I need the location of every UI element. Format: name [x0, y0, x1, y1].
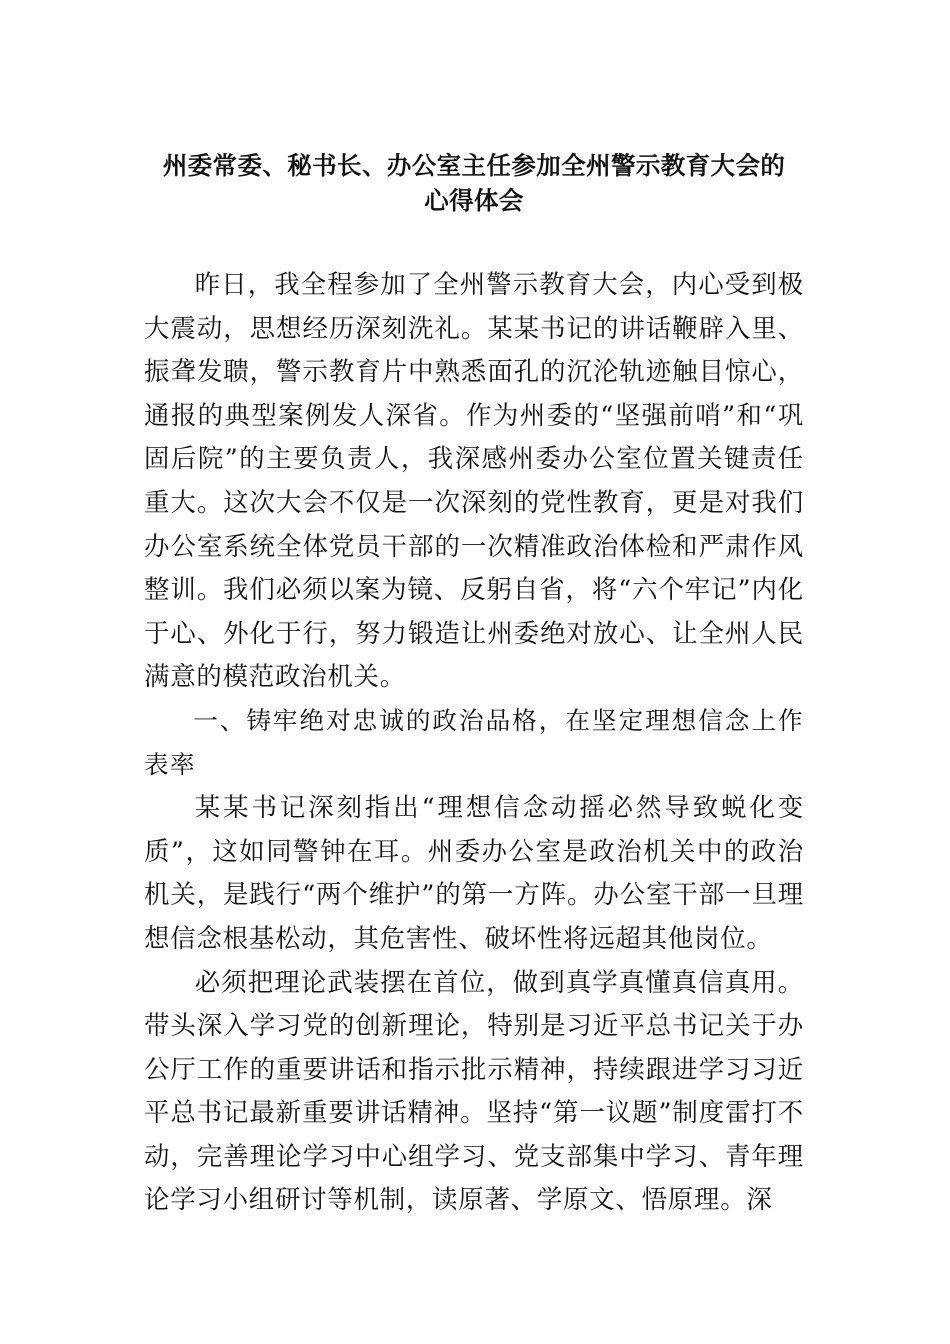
section-heading-1: 一、铸牢绝对忠诚的政治品格，在坚定理想信念上作表率 — [144, 705, 804, 779]
document-title — [144, 148, 804, 218]
title-line-2: 心得体会 — [424, 186, 524, 215]
document-body — [144, 263, 804, 1222]
document-page — [144, 148, 804, 1222]
paragraph-intro: 昨日，我全程参加了全州警示教育大会，内心受到极大震动，思想经历深刻洗礼。某某书记的讲话鞭辟入里、振聋发聩，警示教育片中熟悉面孔的沉沦轨迹触目惊心，通报的典型案例发人深省。作为州委的“坚强前哨”和“巩固后院”的主要负责人，我深感州委办公室位置关键责任重大。这次大会不仅是一次深刻的党性教育，更是对我们办公室系统全体党员干部的一次精准政治体检和严肃作风整训。我们必须以案为镜、反躬自省，将“六个牢记”内化于心、外化于行，努力锻造让州委绝对放心、让全州人民满意的模范政治机关。 — [144, 269, 804, 692]
title-line-1: 州委常委、秘书长、办公室主任参加全州警示教育大会的 — [162, 151, 786, 180]
paragraph-section1-b: 必须把理论武装摆在首位，做到真学真懂真信真用。带头深入学习党的创新理论，特别是习近平总书记关于办公厅工作的重要讲话和指示批示精神，持续跟进学习习近平总书记最新重要讲话精神。坚持“第一议题”制度雷打不动，完善理论学习中心组学习、党支部集中学习、青年理论学习小组研讨等机制，读原著、学原文、悟原理。深 — [144, 966, 804, 1215]
paragraph-section1-a: 某某书记深刻指出“理想信念动摇必然导致蜕化变质”，这如同警钟在耳。州委办公室是政治机关中的政治机关，是践行“两个维护”的第一方阵。办公室干部一旦理想信念根基松动，其危害性、破坏性将远超其他岗位。 — [144, 792, 804, 953]
